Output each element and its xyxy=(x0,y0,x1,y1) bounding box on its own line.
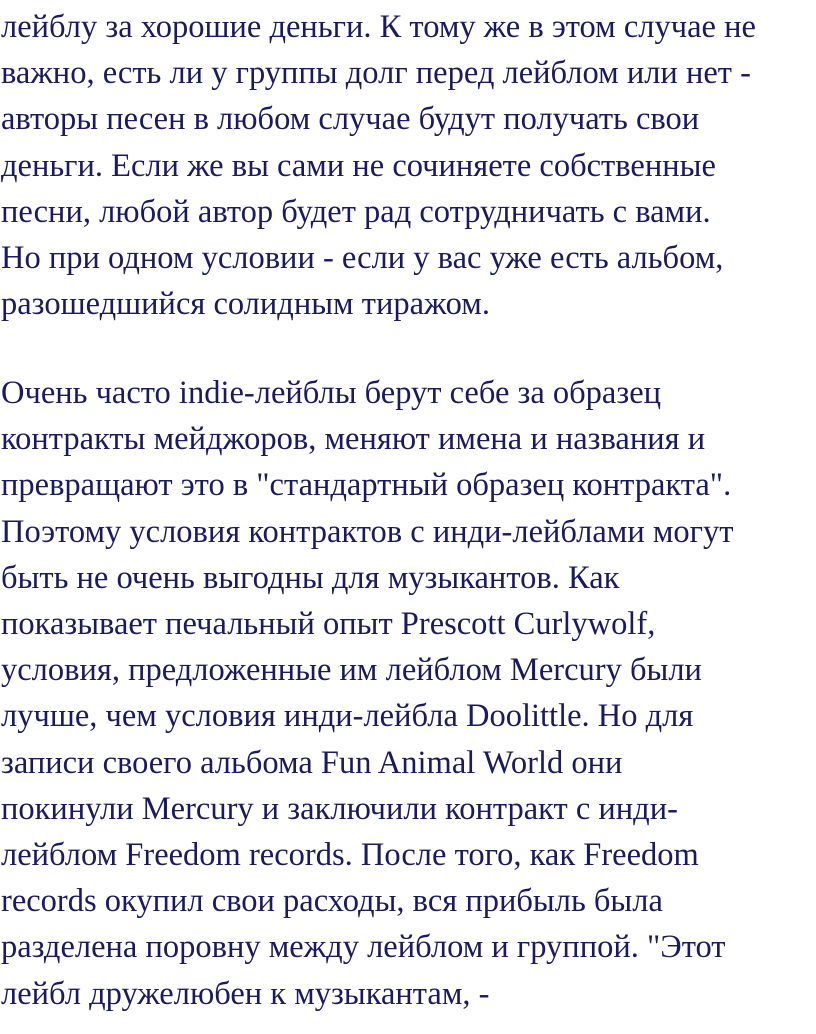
text-line: авторы песен в любом случае будут получать свои xyxy=(1,101,700,138)
text-line: песни, любой автор будет рад сотрудничать с вами. xyxy=(1,193,711,230)
text-line: показывает печальный опыт Prescott Curlywolf, xyxy=(1,606,656,643)
text-line: Но при одном условии - если у вас уже есть альбом, xyxy=(1,240,724,277)
text-line: Поэтому условия контрактов с инди-лейблами могут xyxy=(1,513,734,550)
paragraph-1 xyxy=(1,4,756,327)
text-line: важно, есть ли у группы долг перед лейблом или нет - xyxy=(1,55,751,92)
text-line: записи своего альбома Fun Animal World они xyxy=(1,744,623,781)
text-line: условия, предложенные им лейблом Mercury были xyxy=(1,652,702,689)
paragraph-2 xyxy=(1,370,733,1017)
text-line: деньги. Если же вы сами не сочиняете собственные xyxy=(1,147,716,184)
text-line: разошедшийся солидным тиражом. xyxy=(1,286,490,323)
text-line: Очень часто indie-лейблы берут себе за образец xyxy=(1,375,662,411)
text-line: превращают это в "стандартный образец контракта". xyxy=(1,467,732,504)
text-line: разделена поровну между лейблом и группой. "Этот xyxy=(1,929,726,966)
text-line: лейбл дружелюбен к музыкантам, - xyxy=(1,975,490,1012)
text-line: лучше, чем условия инди-лейбла Doolittle. Но для xyxy=(1,698,694,735)
text-line: лейблом Freedom records. После того, как Freedom xyxy=(1,837,699,874)
text-line: контракты мейджоров, меняют имена и названия и xyxy=(1,421,706,458)
text-line: покинули Mercury и заключили контракт с инди- xyxy=(1,790,678,827)
text-line: лейблу за хорошие деньги. К тому же в этом случае не xyxy=(1,9,756,45)
text-line: records окупил свои расходы, вся прибыль была xyxy=(1,883,663,920)
text-line: быть не очень выгодны для музыкантов. Как xyxy=(1,559,620,596)
